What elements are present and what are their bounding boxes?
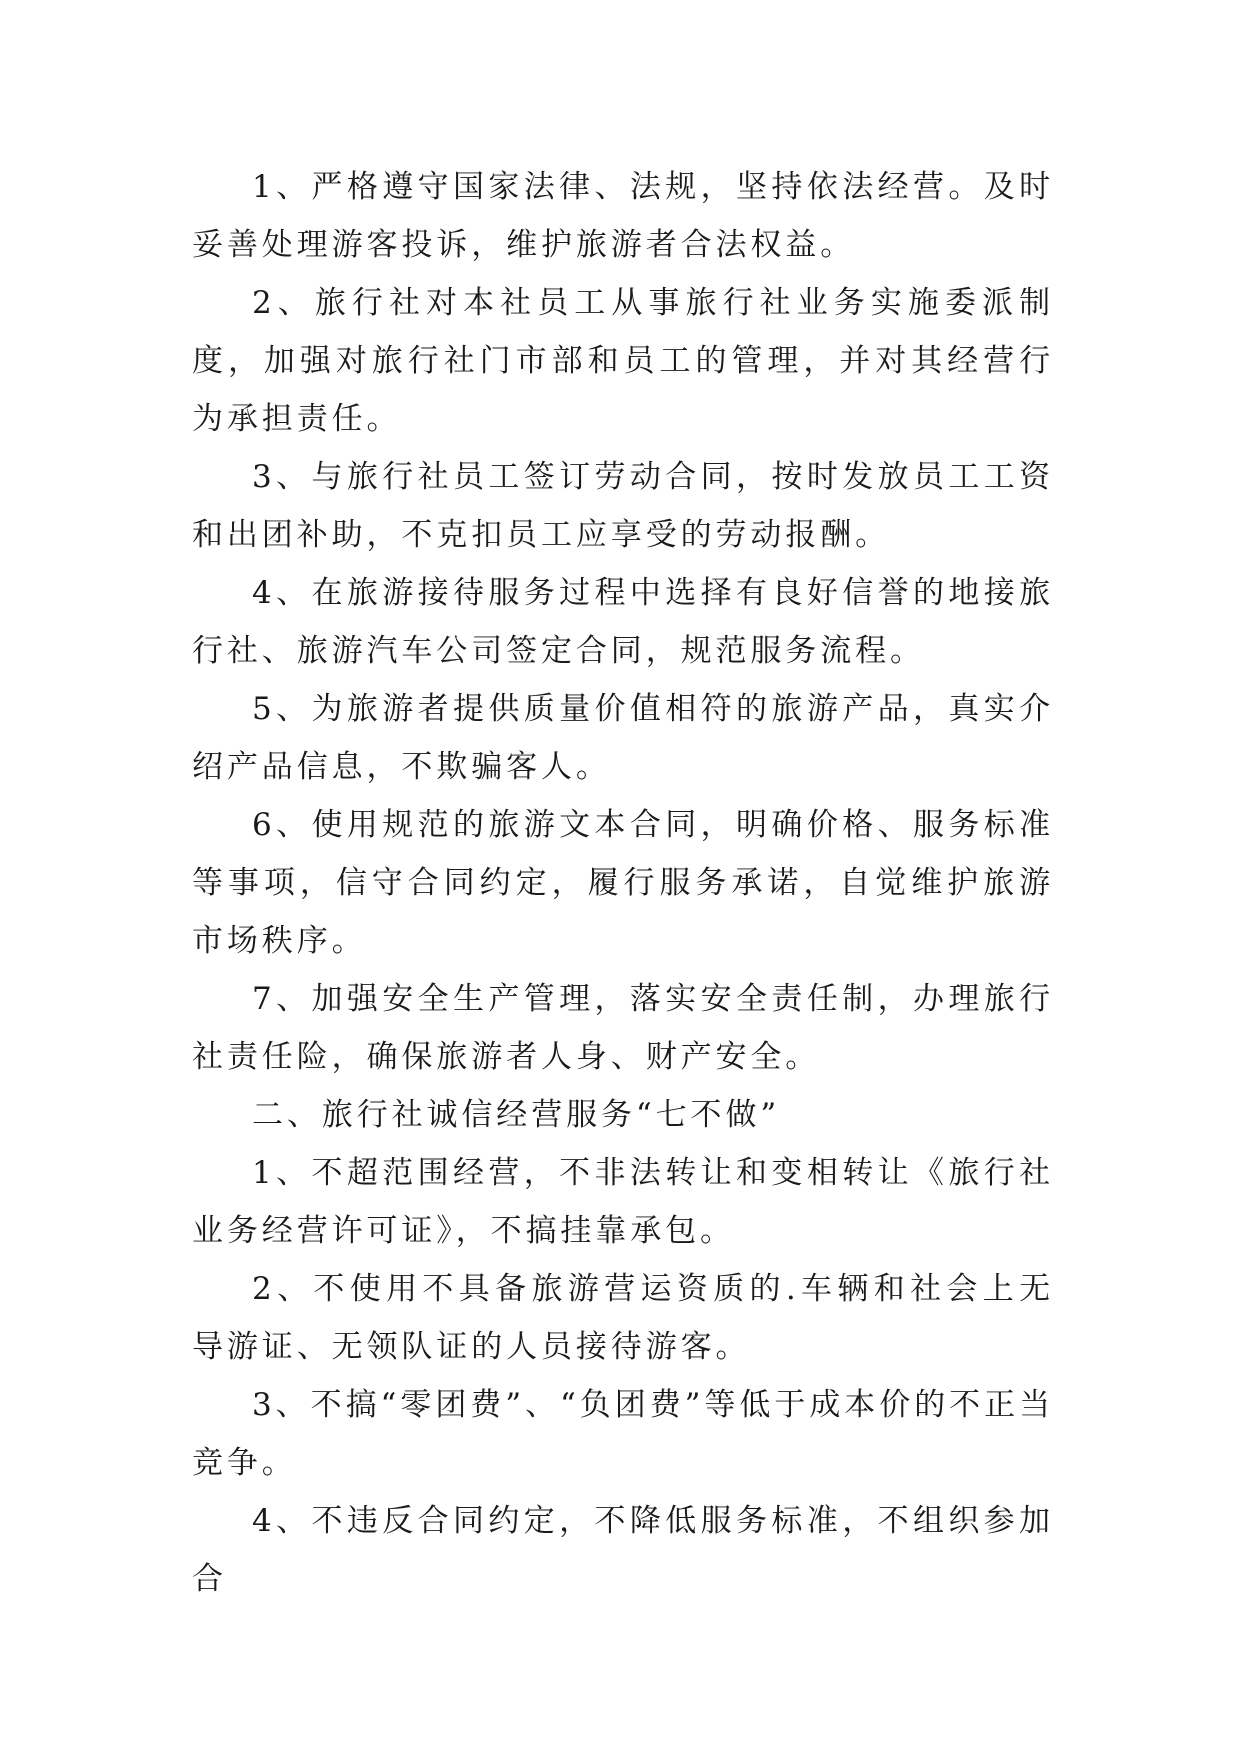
paragraph: 7、加强安全生产管理，落实安全责任制，办理旅行社责任险，确保旅游者人身、财产安全。 (192, 981, 1054, 1075)
paragraph: 6、使用规范的旅游文本合同，明确价格、服务标准等事项，信守合同约定，履行服务承诺，自觉维护旅游市场秩序。 (192, 807, 1054, 959)
paragraph: 2、不使用不具备旅游营运资质的.车辆和社会上无导游证、无领队证的人员接待游客。 (192, 1271, 1054, 1365)
paragraph: 4、在旅游接待服务过程中选择有良好信誉的地接旅行社、旅游汽车公司签定合同，规范服务流程。 (192, 575, 1054, 669)
paragraph: 2、旅行社对本社员工从事旅行社业务实施委派制度，加强对旅行社门市部和员工的管理，并对其经营行为承担责任。 (192, 285, 1054, 437)
paragraph: 3、与旅行社员工签订劳动合同，按时发放员工工资和出团补助，不克扣员工应享受的劳动报酬。 (192, 459, 1054, 553)
paragraph: 3、不搞“零团费”、“负团费”等低于成本价的不正当竞争。 (192, 1387, 1054, 1481)
section-heading: 二、旅行社诚信经营服务“七不做” (252, 1097, 781, 1133)
paragraph: 1、严格遵守国家法律、法规，坚持依法经营。及时妥善处理游客投诉，维护旅游者合法权益。 (192, 169, 1054, 263)
paragraph: 4、不违反合同约定，不降低服务标准，不组织参加合 (192, 1503, 1054, 1597)
paragraph: 5、为旅游者提供质量价值相符的旅游产品，真实介绍产品信息，不欺骗客人。 (192, 691, 1054, 785)
document-page (192, 158, 1054, 1608)
paragraph: 1、不超范围经营，不非法转让和变相转让《旅行社业务经营许可证》，不搞挂靠承包。 (192, 1155, 1054, 1249)
